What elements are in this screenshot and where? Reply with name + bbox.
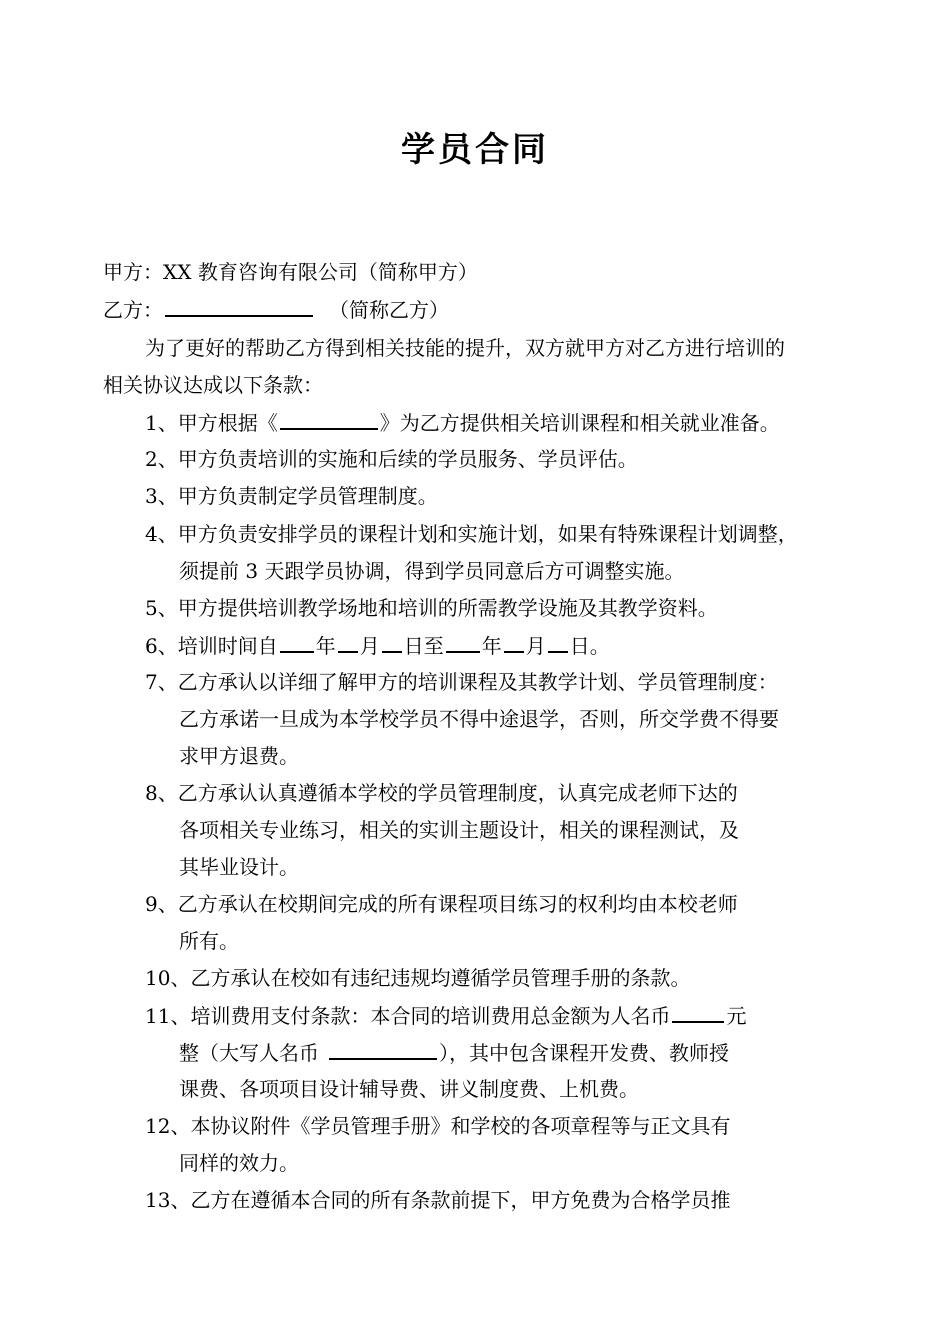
start-day-blank[interactable] <box>382 627 402 653</box>
clause-12: 12、本协议附件《学员管理手册》和学校的各项章程等与正文具有 <box>145 1114 731 1138</box>
clause-9: 9、乙方承认在校期间完成的所有课程项目练习的权利均由本校老师 <box>145 892 738 916</box>
end-month-blank[interactable] <box>504 627 524 653</box>
clause-6: 6、培训时间自 年 月 日至 年 月 日。 <box>145 627 610 665</box>
party-b-blank[interactable] <box>165 291 313 317</box>
end-year-blank[interactable] <box>446 627 480 653</box>
clause-9-cont: 所有。 <box>179 929 239 953</box>
start-month-blank[interactable] <box>338 627 358 653</box>
clause-7: 7、乙方承认以详细了解甲方的培训课程及其教学计划、学员管理制度： <box>145 670 778 694</box>
clause-13: 13、乙方在遵循本合同的所有条款前提下，甲方免费为合格学员推 <box>145 1188 731 1212</box>
clause-7-cont-1: 乙方承诺一旦成为本学校学员不得中途退学，否则，所交学费不得要 <box>179 707 779 731</box>
start-year-blank[interactable] <box>280 627 314 653</box>
clause-1: 1、甲方根据《 》为乙方提供相关培训课程和相关就业准备。 <box>145 404 780 442</box>
clause-5: 5、甲方提供培训教学场地和培训的所需教学设施及其教学资料。 <box>145 596 718 620</box>
party-a-line <box>103 254 478 291</box>
intro-line-1: 为了更好的帮助乙方得到相关技能的提升，双方就甲方对乙方进行培训的 <box>145 336 785 360</box>
fee-amount-blank[interactable] <box>672 997 724 1023</box>
clause-8: 8、乙方承认认真遵循本学校的学员管理制度，认真完成老师下达的 <box>145 781 738 805</box>
page-title: 学员合同 <box>401 130 549 170</box>
party-b-line <box>103 291 449 329</box>
clause-12-cont: 同样的效力。 <box>179 1151 299 1175</box>
fee-capital-blank[interactable] <box>329 1034 437 1060</box>
party-b-suffix: （简称乙方） <box>329 298 449 322</box>
clause-11-cont-1: 整（大写人名币 ），其中包含课程开发费、教师授 <box>179 1034 729 1072</box>
clause-2: 2、甲方负责培训的实施和后续的学员服务、学员评估。 <box>145 447 638 471</box>
clause-7-cont-2: 求甲方退费。 <box>179 744 299 768</box>
clause-4: 4、甲方负责安排学员的课程计划和实施计划，如果有特殊课程计划调整， <box>145 522 798 546</box>
clause-1-blank[interactable] <box>280 404 378 430</box>
clause-11: 11、培训费用支付条款：本合同的培训费用总金额为人名币 元 <box>145 997 746 1035</box>
clause-8-cont-1: 各项相关专业练习，相关的实训主题设计，相关的课程测试，及 <box>179 818 739 842</box>
intro-line-2: 相关协议达成以下条款： <box>103 373 323 397</box>
clause-8-cont-2: 其毕业设计。 <box>179 855 299 879</box>
clause-4-cont: 须提前 3 天跟学员协调，得到学员同意后方可调整实施。 <box>179 559 685 583</box>
clause-3: 3、甲方负责制定学员管理制度。 <box>145 484 438 508</box>
clause-10: 10、乙方承认在校如有违纪违规均遵循学员管理手册的条款。 <box>145 966 691 990</box>
party-a-label: 甲方： <box>103 260 163 284</box>
clause-11-cont-2: 课费、各项项目设计辅导费、讲义制度费、上机费。 <box>179 1077 639 1101</box>
end-day-blank[interactable] <box>548 627 568 653</box>
party-b-label: 乙方： <box>103 298 163 322</box>
party-a-text: XX 教育咨询有限公司（简称甲方） <box>163 260 478 284</box>
